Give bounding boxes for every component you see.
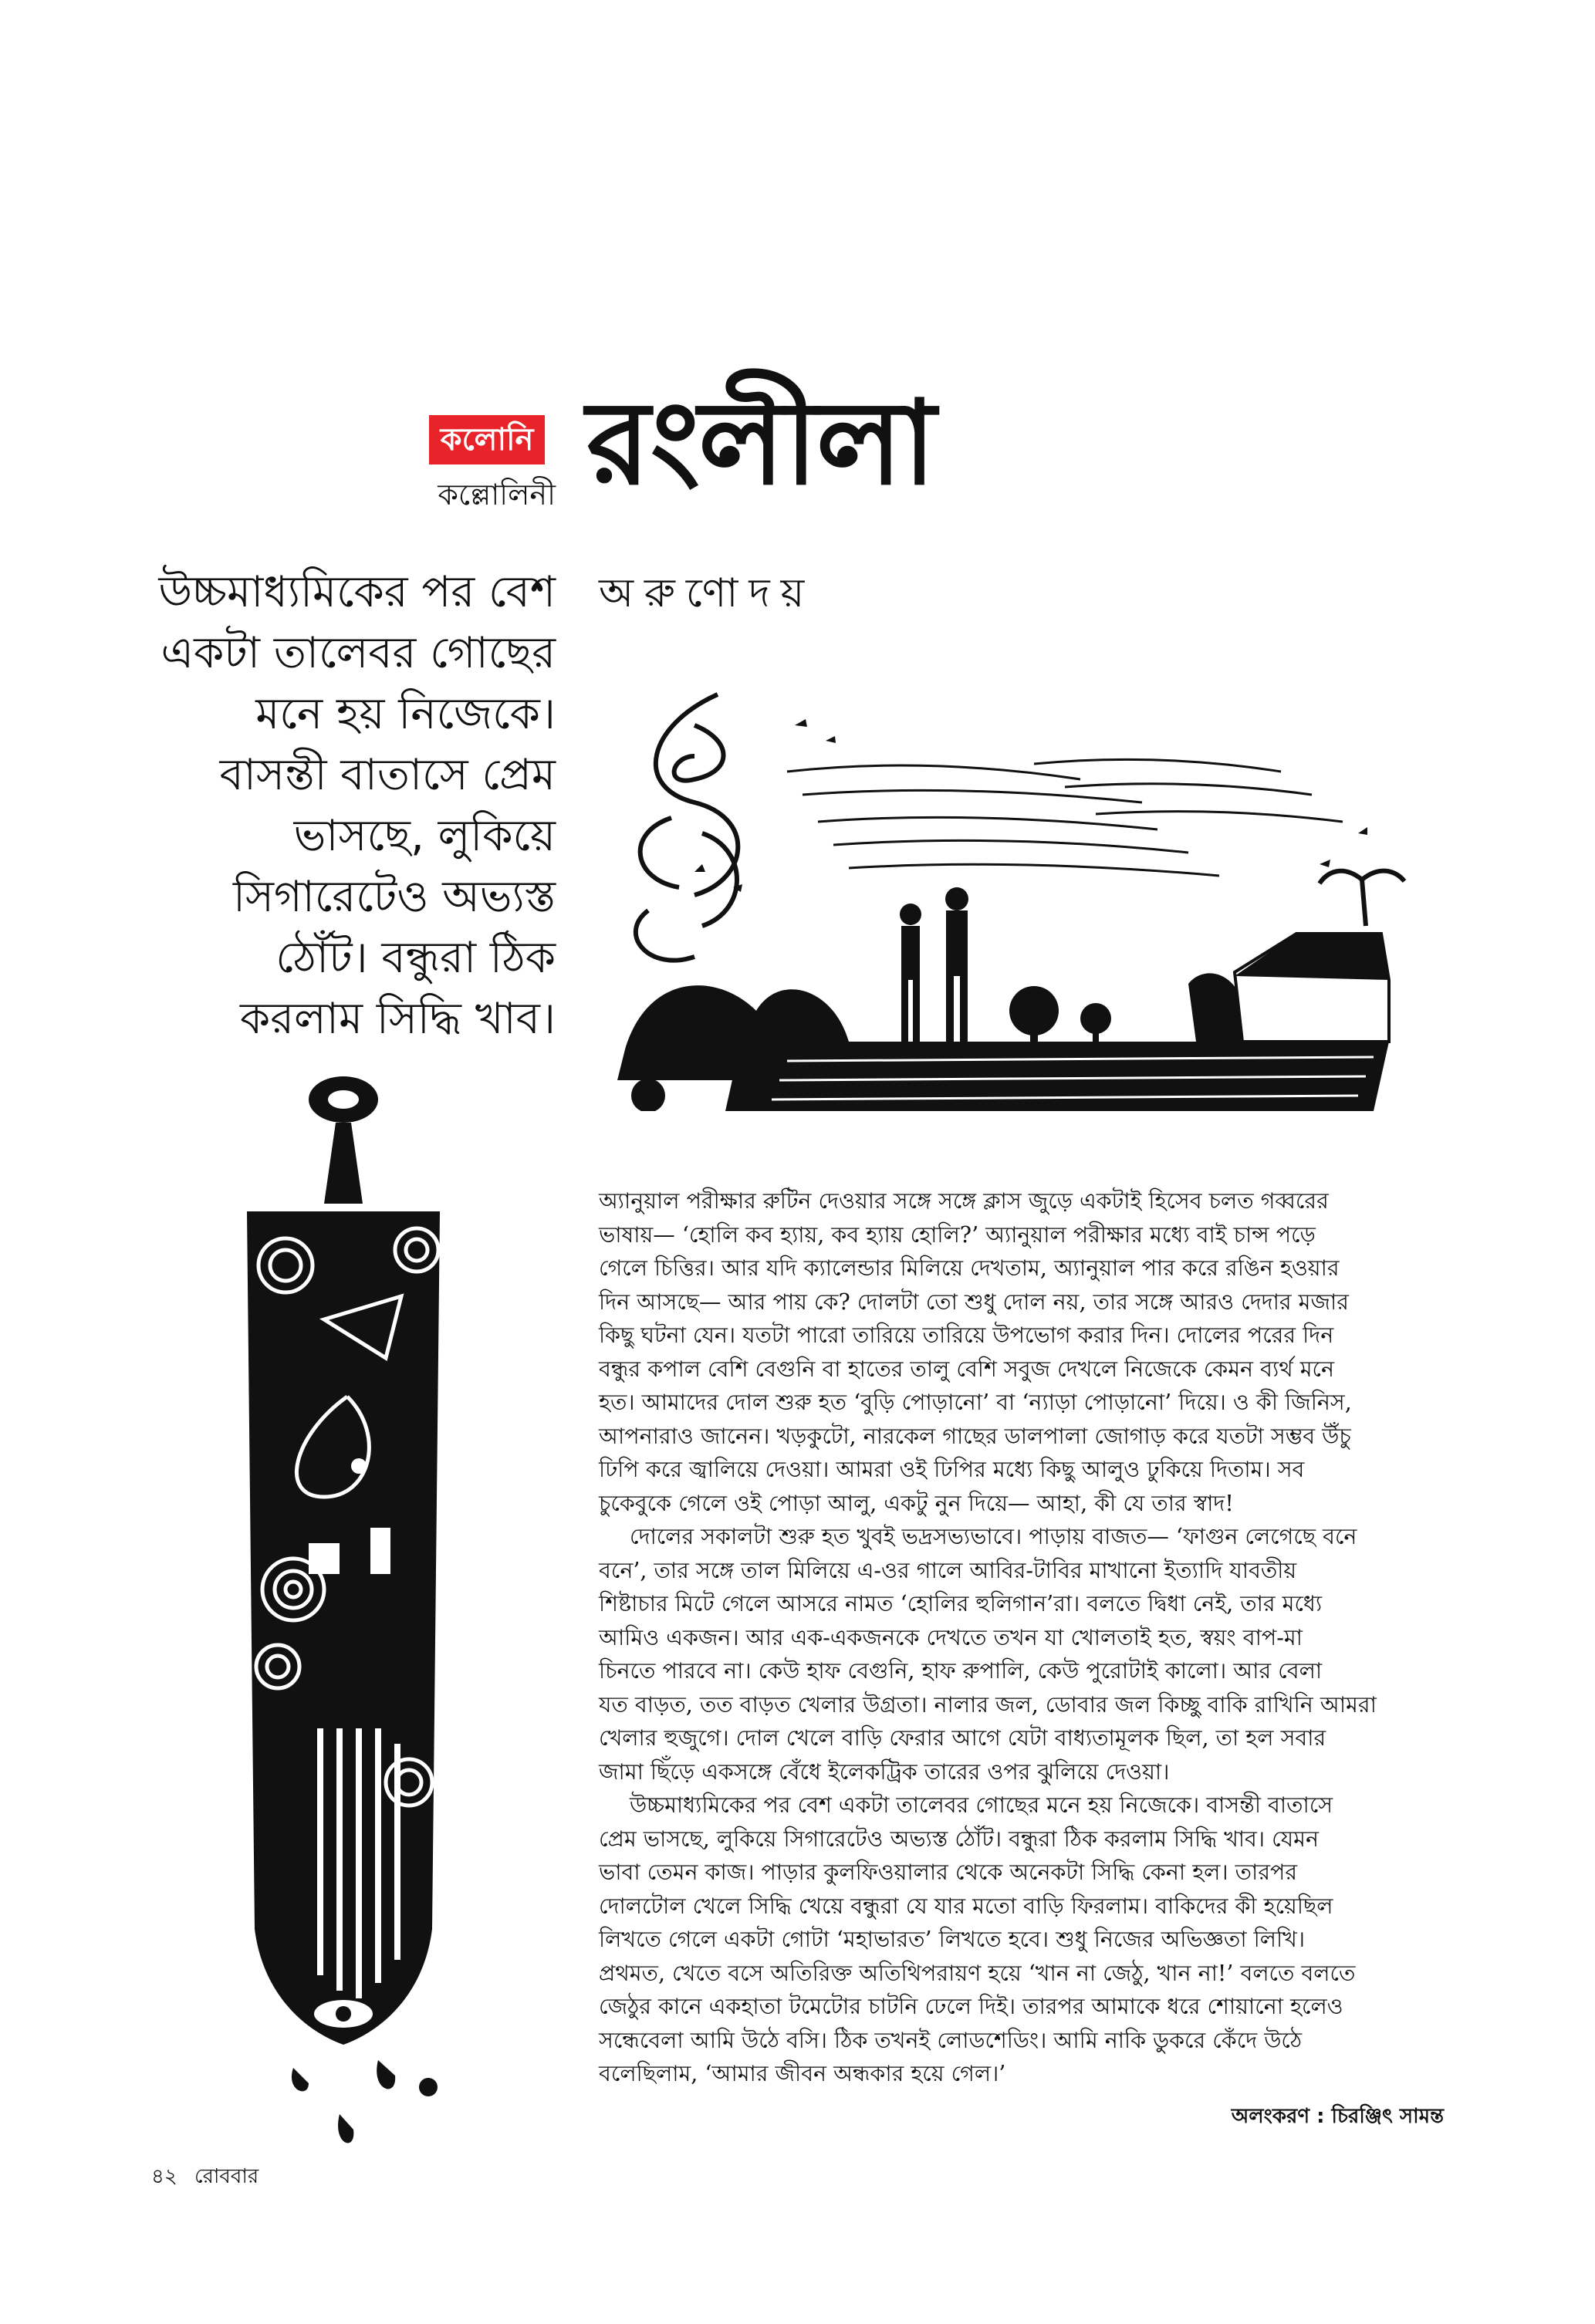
page-footer bbox=[151, 2160, 259, 2194]
body-line: দোলটোল খেলে সিদ্ধি খেয়ে বন্ধুরা যে যার মতো বাড়ি ফিরলাম। বাকিদের কী হয়েছিল bbox=[599, 1893, 1333, 1919]
body-line: ঢিপি করে জ্বালিয়ে দেওয়া। আমরা ওই ঢিপির মধ্যে কিছু আলুও ঢুকিয়ে দিতাম। সব bbox=[599, 1457, 1305, 1482]
illustration-credit: অলংকরণ : চিরঞ্জিৎ সামন্ত bbox=[1231, 2105, 1444, 2128]
body-line: প্রথমত, খেতে বসে অতিরিক্ত অতিথিপরায়ণ হয়ে ‘খান না জেঠু, খান না!’ বলতে বলতে bbox=[599, 1960, 1356, 1986]
body-line: আপনারাও জানেন। খড়কুটো, নারকেল গাছের ডালপালা জোগাড় করে যতটা সম্ভব উঁচু bbox=[599, 1423, 1351, 1449]
section-subtitle: কল্লোলিনী bbox=[438, 478, 556, 512]
body-line: জেঠুর কানে একহাতা টমেটোর চাটনি ঢেলে দিই। তারপর আমাকে ধরে শোয়ানো হলেও bbox=[599, 1994, 1343, 2019]
body-line: বনে’, তার সঙ্গে তাল মিলিয়ে এ-ওর গালে আবির-টাবির মাখানো ইত্যাদি যাবতীয় bbox=[599, 1557, 1297, 1583]
pull-quote-line: সিগারেটেও অভ্যস্ত bbox=[232, 872, 556, 922]
body-line: চিনতে পারবে না। কেউ হাফ বেগুনি, হাফ রুপালি, কেউ পুরোটাই কালো। আর বেলা bbox=[599, 1658, 1323, 1684]
pull-quote bbox=[147, 562, 556, 1049]
body-line: সন্ধেবেলা আমি উঠে বসি। ঠিক তখনই লোডশেডিং। আমি নাকি ডুকরে কেঁদে উঠে bbox=[599, 2027, 1303, 2053]
page-number: ৪২ bbox=[151, 2165, 177, 2188]
bonfire-landscape-illustration bbox=[602, 679, 1412, 1111]
body-line: দিন আসছে— আর পায় কে? দোলটা তো শুধু দোল নয়, তার সঙ্গে আরও দেদার মজার bbox=[599, 1289, 1349, 1315]
pull-quote-line: মনে হয় নিজেকে। bbox=[255, 689, 556, 739]
pull-quote-line: উচ্চমাধ্যমিকের পর বেশ bbox=[158, 567, 556, 617]
body-line: কিছু ঘটনা যেন। যতটা পারো তারিয়ে তারিয়ে উপভোগ করার দিন। দোলের পরের দিন bbox=[599, 1322, 1334, 1348]
article-title: রংলীলা bbox=[586, 377, 935, 511]
pull-quote-line: বাসন্তী বাতাসে প্রেম bbox=[219, 750, 556, 800]
pull-quote-line: একটা তালেবর গোছের bbox=[161, 628, 556, 678]
body-line: বন্ধুর কপাল বেশি বেগুনি বা হাতের তালু বেশি সবুজ দেখলে নিজেকে কেমন ব্যর্থ মনে bbox=[599, 1356, 1335, 1382]
body-line: আমিও একজন। আর এক-একজনকে দেখতে তখন যা খোলতাই হত, স্বয়ং বাপ-মা bbox=[599, 1624, 1303, 1650]
body-line: প্রেম ভাসছে, লুকিয়ে সিগারেটেও অভ্যস্ত ঠোঁট। বন্ধুরা ঠিক করলাম সিদ্ধি খাব। যেমন bbox=[599, 1826, 1319, 1852]
body-line: দোলের সকালটা শুরু হত খুবই ভদ্রসভ্যভাবে। পাড়ায় বাজত— ‘ফাগুন লেগেছে বনে bbox=[630, 1524, 1357, 1549]
body-line: বলেছিলাম, ‘আমার জীবন অন্ধকার হয়ে গেল।’ bbox=[599, 2061, 1006, 2086]
author-byline: অরুণোদয় bbox=[599, 570, 816, 616]
pull-quote-line: ঠোঁট। বন্ধুরা ঠিক bbox=[275, 933, 556, 983]
body-line: ভাবা তেমন কাজ। পাড়ার কুলফিওয়ালার থেকে অনেকটা সিদ্ধি কেনা হল। তারপর bbox=[599, 1860, 1298, 1885]
body-line: গেলে চিত্তির। আর যদি ক্যালেন্ডার মিলিয়ে দেখতাম, অ্যানুয়াল পার করে রঙিন হওয়ার bbox=[599, 1255, 1340, 1281]
body-line: জামা ছিঁড়ে একসঙ্গে বেঁধে ইলেকট্রিক তারের ওপর ঝুলিয়ে দেওয়া। bbox=[599, 1758, 1170, 1785]
body-line: হত। আমাদের দোল শুরু হত ‘বুড়ি পোড়ানো’ বা ‘ন্যাড়া পোড়ানো’ দিয়ে। ও কী জিনিস, bbox=[599, 1390, 1352, 1415]
body-line: শিষ্টাচার মিটে গেলে আসরে নামত ‘হোলির হুলিগান’রা। বলতে দ্বিধা নেই, তার মধ্যে bbox=[599, 1591, 1323, 1616]
body-line: যত বাড়ত, তত বাড়ত খেলার উগ্রতা। নালার জল, ডোবার জল কিচ্ছু বাকি রাখিনি আমরা bbox=[599, 1691, 1377, 1718]
body-line: উচ্চমাধ্যমিকের পর বেশ একটা তালেবর গোছের মনে হয় নিজেকে। বাসন্তী বাতাসে bbox=[630, 1792, 1333, 1818]
body-line: খেলার হুজুগে। দোল খেলে বাড়ি ফেরার আগে যেটা বাধ্যতামূলক ছিল, তা হল সবার bbox=[599, 1725, 1326, 1751]
left-vertical-illustration bbox=[231, 1065, 448, 2160]
article-body bbox=[599, 1184, 1440, 2091]
body-line: লিখতে গেলে একটা গোটা ‘মহাভারত’ লিখতে হবে। শুধু নিজের অভিজ্ঞতা লিখি। bbox=[599, 1927, 1306, 1952]
body-line: অ্যানুয়াল পরীক্ষার রুটিন দেওয়ার সঙ্গে সঙ্গে ক্লাস জুড়ে একটাই হিসেব চলত গব্বরের bbox=[599, 1188, 1329, 1214]
pull-quote-line: করলাম সিদ্ধি খাব। bbox=[240, 994, 556, 1044]
body-line: চুকেবুকে গেলে ওই পোড়া আলু, একটু নুন দিয়ে— আহা, কী যে তার স্বাদ! bbox=[599, 1490, 1234, 1516]
pull-quote-line: ভাসছে, লুকিয়ে bbox=[293, 811, 556, 861]
body-line: ভাষায়— ‘হোলি কব হ্যায়, কব হ্যায় হোলি?’ অ্যানুয়াল পরীক্ষার মধ্যে বাই চান্স পড়ে bbox=[599, 1221, 1316, 1248]
section-tag: কলোনি bbox=[429, 415, 545, 464]
magazine-name: রোববার bbox=[194, 2165, 259, 2188]
